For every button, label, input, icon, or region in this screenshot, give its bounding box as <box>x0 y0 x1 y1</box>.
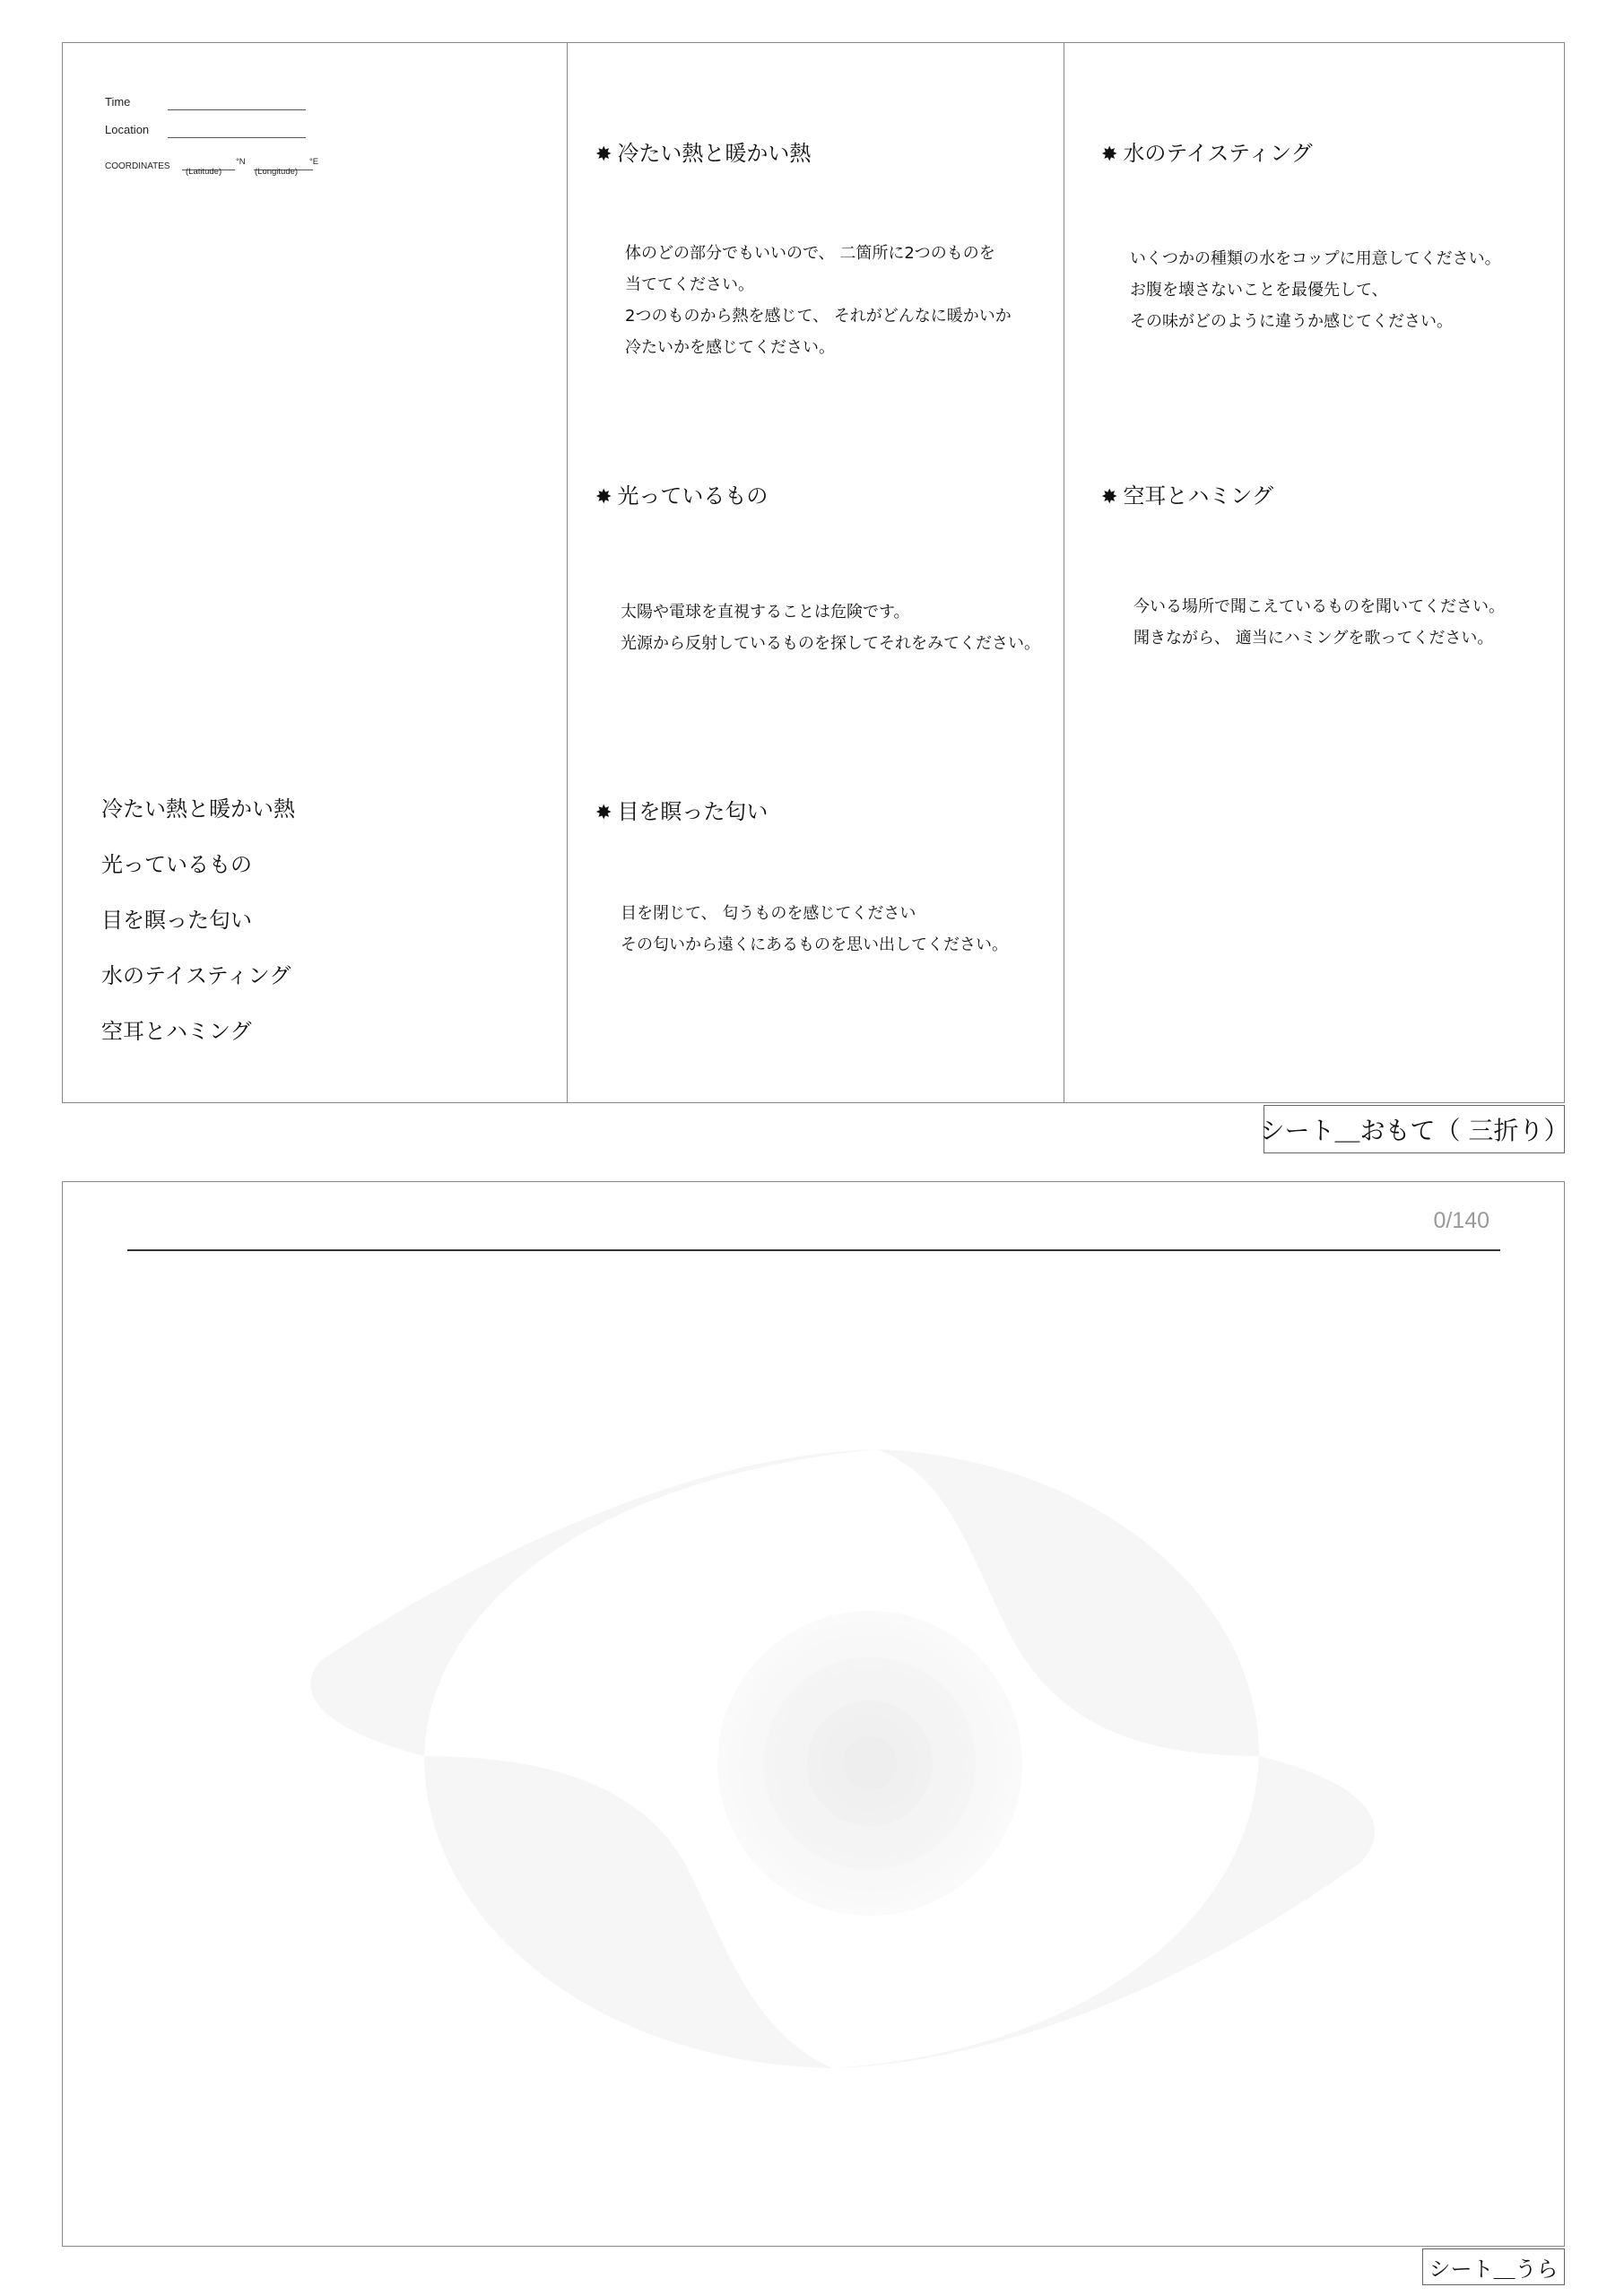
star-icon: ✸ <box>595 144 612 166</box>
longitude-label: (Longitude) <box>255 167 299 177</box>
body-line: 聞きながら、 適当にハミングを歌ってください。 <box>1133 629 1494 648</box>
section-heading <box>595 135 811 167</box>
body-line: その味がどのように違うか感じてください。 <box>1130 312 1453 331</box>
front-sheet <box>62 42 1565 1103</box>
time-field[interactable] <box>168 109 306 110</box>
body-line: いくつかの種類の水をコップに用意してください。 <box>1130 249 1501 268</box>
star-icon: ✸ <box>595 802 612 824</box>
body-line: 光源から反射しているものを探してそれをみてください。 <box>621 634 1040 653</box>
time-label: Time <box>105 95 131 109</box>
coordinates-label: COORDINATES <box>105 161 170 171</box>
section-body <box>621 596 1040 659</box>
body-line: その匂いから遠くにあるものを思い出してください。 <box>621 935 1008 954</box>
star-icon: ✸ <box>1101 486 1118 509</box>
section-heading <box>1101 135 1313 167</box>
section-title: 光っているもの <box>617 483 769 509</box>
body-line: 今いる場所で聞こえているものを聞いてください。 <box>1133 597 1505 616</box>
latitude-label: (Latitude) <box>186 167 222 177</box>
eye-watermark-icon <box>303 1440 1390 2077</box>
section-body <box>1130 243 1501 337</box>
location-label: Location <box>105 123 150 136</box>
section-title: 水のテイスティング <box>1123 141 1313 166</box>
section-body <box>625 238 1012 363</box>
section-heading <box>595 478 768 509</box>
star-icon: ✸ <box>1101 144 1118 166</box>
section-heading <box>595 794 768 825</box>
back-sheet <box>62 1181 1565 2247</box>
section-title: 空耳とハミング <box>1123 483 1273 509</box>
character-counter: 0/140 <box>1433 1208 1489 1233</box>
front-sheet-label: シート＿おもて（ 三折り） <box>1264 1105 1565 1153</box>
header-rule <box>127 1249 1500 1251</box>
body-line: 2つのものから熱を感じて、 それがどんなに暖かいか <box>625 307 1012 326</box>
toc-item: 水のテイスティング <box>101 963 291 988</box>
fold-line-left <box>567 43 568 1102</box>
section-title: 目を瞑った匂い <box>617 799 769 824</box>
body-line: 当ててください。 <box>625 275 754 294</box>
toc-item: 光っているもの <box>101 852 252 877</box>
body-line: 冷たいかを感じてください。 <box>625 338 835 357</box>
section-body <box>1133 591 1505 654</box>
body-line: 体のどの部分でもいいので、 二箇所に2つのものを <box>625 244 995 263</box>
section-body <box>621 898 1008 961</box>
east-unit: °E <box>309 157 319 167</box>
body-line: お腹を壊さないことを最優先して、 <box>1130 281 1388 300</box>
north-unit: °N <box>236 157 246 167</box>
body-line: 目を閉じて、 匂うものを感じてください <box>621 904 916 923</box>
toc-item: 空耳とハミング <box>101 1019 252 1044</box>
toc-item: 目を瞑った匂い <box>101 908 252 933</box>
section-title: 冷たい熱と暖かい熱 <box>617 141 812 166</box>
toc-item: 冷たい熱と暖かい熱 <box>101 796 295 822</box>
location-field[interactable] <box>168 137 306 138</box>
back-sheet-label: シート＿うら <box>1422 2248 1565 2285</box>
section-heading <box>1101 478 1273 509</box>
body-line: 太陽や電球を直視することは危険です。 <box>621 603 910 622</box>
star-icon: ✸ <box>595 486 612 509</box>
